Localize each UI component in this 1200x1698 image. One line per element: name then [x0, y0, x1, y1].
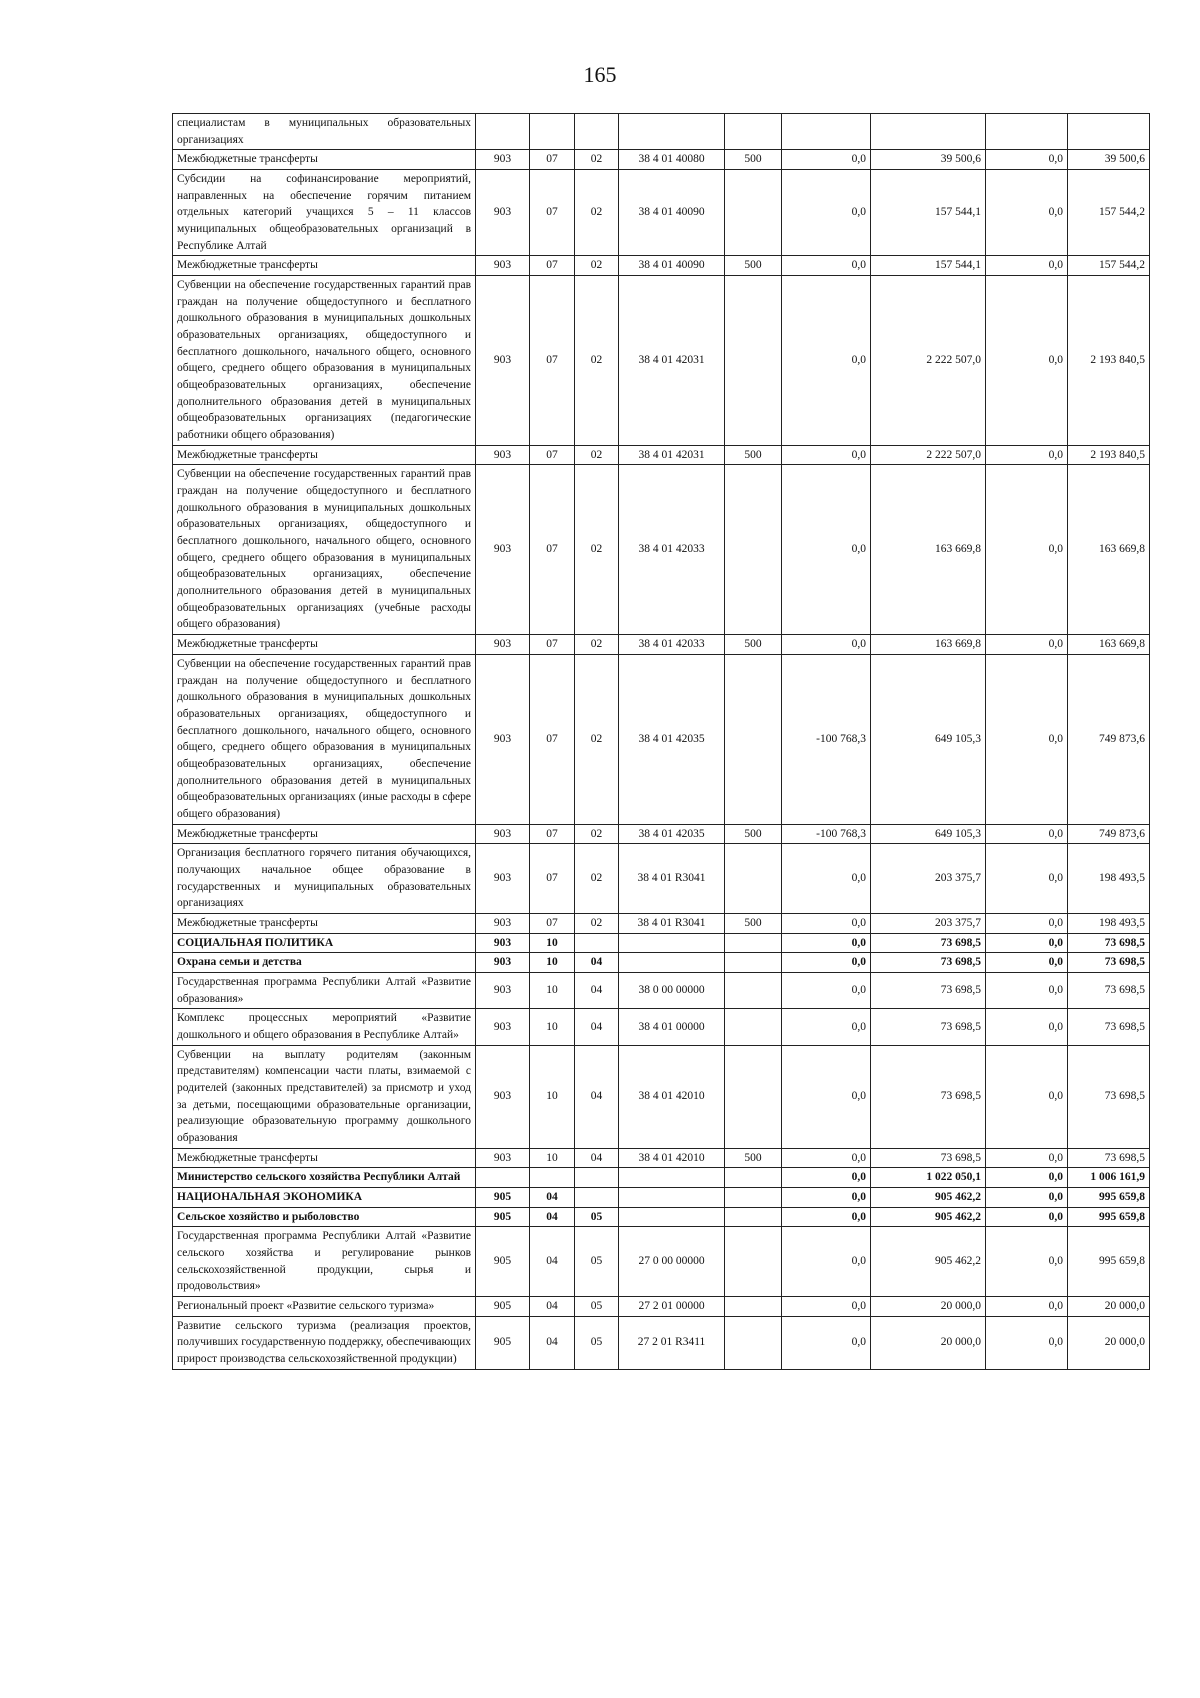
section-code: 04: [530, 1227, 575, 1297]
section-code: 07: [530, 276, 575, 446]
amount-year-1: 649 105,3: [871, 824, 986, 844]
ministry-code: 903: [476, 824, 530, 844]
amount-change-2: 0,0: [986, 445, 1068, 465]
section-code: 04: [530, 1297, 575, 1317]
table-row: [173, 150, 1150, 170]
amount-year-2: 73 698,5: [1068, 1148, 1150, 1168]
target-article-code: 38 4 01 42035: [619, 824, 725, 844]
amount-year-1: 1 022 050,1: [871, 1168, 986, 1188]
target-article-code: 38 4 01 42033: [619, 465, 725, 635]
ministry-code: 903: [476, 1009, 530, 1045]
expense-type-code: [725, 1207, 782, 1227]
amount-year-2: 749 873,6: [1068, 824, 1150, 844]
section-code: 10: [530, 953, 575, 973]
row-name: НАЦИОНАЛЬНАЯ ЭКОНОМИКА: [173, 1187, 476, 1207]
section-code: 04: [530, 1207, 575, 1227]
ministry-code: 903: [476, 913, 530, 933]
table-row: [173, 1297, 1150, 1317]
amount-year-1: 73 698,5: [871, 1009, 986, 1045]
amount-change: -100 768,3: [782, 654, 871, 824]
ministry-code: 903: [476, 635, 530, 655]
amount-year-1: 905 462,2: [871, 1187, 986, 1207]
target-article-code: [619, 953, 725, 973]
amount-year-1: 73 698,5: [871, 1148, 986, 1168]
row-name: Сельское хозяйство и рыболовство: [173, 1207, 476, 1227]
amount-year-2: 163 669,8: [1068, 465, 1150, 635]
amount-change-2: 0,0: [986, 972, 1068, 1008]
ministry-code: 905: [476, 1297, 530, 1317]
table-row: [173, 824, 1150, 844]
amount-year-1: 73 698,5: [871, 933, 986, 953]
amount-change-2: 0,0: [986, 1227, 1068, 1297]
expense-type-code: [725, 1297, 782, 1317]
section-code: 10: [530, 1148, 575, 1168]
subsection-code: 04: [575, 1045, 619, 1148]
amount-year-2: 20 000,0: [1068, 1297, 1150, 1317]
section-code: 07: [530, 844, 575, 914]
amount-year-1: 157 544,1: [871, 170, 986, 256]
section-code: 07: [530, 913, 575, 933]
amount-change: 0,0: [782, 844, 871, 914]
row-name: Государственная программа Республики Алтай «Развитие сельского хозяйства и регулирование рынков сельскохозяйственной продукции, сырья и продовольствия»: [173, 1227, 476, 1297]
table-row: [173, 654, 1150, 824]
row-name: Охрана семьи и детства: [173, 953, 476, 973]
section-code: 04: [530, 1187, 575, 1207]
ministry-code: 903: [476, 170, 530, 256]
amount-change-2: 0,0: [986, 276, 1068, 446]
amount-change-2: [986, 114, 1068, 150]
section-code: 07: [530, 824, 575, 844]
subsection-code: 05: [575, 1227, 619, 1297]
target-article-code: 38 0 00 00000: [619, 972, 725, 1008]
target-article-code: [619, 933, 725, 953]
amount-change-2: 0,0: [986, 1316, 1068, 1369]
row-name: Межбюджетные трансферты: [173, 445, 476, 465]
ministry-code: 903: [476, 1045, 530, 1148]
expense-type-code: [725, 1045, 782, 1148]
amount-change-2: 0,0: [986, 465, 1068, 635]
subsection-code: 02: [575, 256, 619, 276]
expense-type-code: [725, 276, 782, 446]
section-code: 07: [530, 445, 575, 465]
target-article-code: 38 4 01 42031: [619, 276, 725, 446]
amount-change-2: 0,0: [986, 1207, 1068, 1227]
subsection-code: 02: [575, 913, 619, 933]
amount-year-2: 73 698,5: [1068, 972, 1150, 1008]
budget-table: [172, 113, 1150, 1370]
row-name: Комплекс процессных мероприятий «Развитие дошкольного и общего образования в Республике Алтай»: [173, 1009, 476, 1045]
section-code: 07: [530, 170, 575, 256]
section-code: 10: [530, 1009, 575, 1045]
section-code: 10: [530, 972, 575, 1008]
expense-type-code: [725, 1009, 782, 1045]
target-article-code: [619, 1168, 725, 1188]
amount-change: 0,0: [782, 933, 871, 953]
amount-change-2: 0,0: [986, 913, 1068, 933]
table-row: [173, 1009, 1150, 1045]
expense-type-code: [725, 654, 782, 824]
amount-change: 0,0: [782, 1009, 871, 1045]
table-row: [173, 933, 1150, 953]
amount-change: 0,0: [782, 1227, 871, 1297]
expense-type-code: [725, 1316, 782, 1369]
amount-change: 0,0: [782, 1297, 871, 1317]
amount-change-2: 0,0: [986, 1148, 1068, 1168]
amount-change-2: 0,0: [986, 1297, 1068, 1317]
amount-year-2: 995 659,8: [1068, 1207, 1150, 1227]
ministry-code: 903: [476, 256, 530, 276]
target-article-code: 38 4 01 42010: [619, 1148, 725, 1168]
section-code: 07: [530, 256, 575, 276]
amount-change: 0,0: [782, 445, 871, 465]
row-name: Межбюджетные трансферты: [173, 635, 476, 655]
expense-type-code: 500: [725, 635, 782, 655]
row-name: Субвенции на выплату родителям (законным представителям) компенсации части платы, взимаемой с родителей (законных представителей) за присмотр и уход за детьми, посещающими образовательные организации, реализующие образовательную программу дошкольного образования: [173, 1045, 476, 1148]
ministry-code: 903: [476, 465, 530, 635]
table-row: [173, 276, 1150, 446]
amount-year-2: 73 698,5: [1068, 1009, 1150, 1045]
amount-year-2: 1 006 161,9: [1068, 1168, 1150, 1188]
table-row: [173, 635, 1150, 655]
row-name: Государственная программа Республики Алтай «Развитие образования»: [173, 972, 476, 1008]
table-row: [173, 1148, 1150, 1168]
ministry-code: 903: [476, 953, 530, 973]
expense-type-code: 500: [725, 1148, 782, 1168]
table-row: [173, 972, 1150, 1008]
table-row: [173, 1227, 1150, 1297]
subsection-code: [575, 114, 619, 150]
target-article-code: 27 2 01 R3411: [619, 1316, 725, 1369]
amount-year-1: 203 375,7: [871, 844, 986, 914]
target-article-code: 27 2 01 00000: [619, 1297, 725, 1317]
amount-change-2: 0,0: [986, 933, 1068, 953]
ministry-code: 903: [476, 1148, 530, 1168]
expense-type-code: [725, 1227, 782, 1297]
row-name: Субвенции на обеспечение государственных гарантий прав граждан на получение общедоступного и бесплатного дошкольного образования в муниципальных дошкольных образовательных организациях, общедоступного и бесплатного дошкольного, начального общего, основного общего, среднего общего образования в муниципальных общеобразовательных организациях, обеспечение дополнительного образования детей в муниципальных общеобразовательных организациях (иные расходы в сфере общего образования): [173, 654, 476, 824]
target-article-code: 38 4 01 40090: [619, 170, 725, 256]
target-article-code: [619, 114, 725, 150]
amount-change-2: 0,0: [986, 654, 1068, 824]
ministry-code: 903: [476, 654, 530, 824]
amount-change: 0,0: [782, 170, 871, 256]
amount-year-2: 157 544,2: [1068, 170, 1150, 256]
amount-year-1: 905 462,2: [871, 1227, 986, 1297]
section-code: [530, 114, 575, 150]
ministry-code: [476, 1168, 530, 1188]
table-row: [173, 114, 1150, 150]
amount-year-2: 2 193 840,5: [1068, 276, 1150, 446]
expense-type-code: 500: [725, 445, 782, 465]
section-code: 07: [530, 654, 575, 824]
table-row: [173, 170, 1150, 256]
amount-year-1: 20 000,0: [871, 1297, 986, 1317]
row-name: Межбюджетные трансферты: [173, 256, 476, 276]
amount-change: 0,0: [782, 1316, 871, 1369]
amount-year-2: 749 873,6: [1068, 654, 1150, 824]
row-name: Субвенции на обеспечение государственных гарантий прав граждан на получение общедоступного и бесплатного дошкольного образования в муниципальных дошкольных образовательных организациях, общедоступного и бесплатного дошкольного, начального общего, основного общего, среднего общего образования в муниципальных общеобразовательных организациях, обеспечение дополнительного образования детей в муниципальных общеобразовательных организациях (учебные расходы общего образования): [173, 465, 476, 635]
subsection-code: [575, 933, 619, 953]
amount-change: [782, 114, 871, 150]
subsection-code: 02: [575, 844, 619, 914]
subsection-code: 02: [575, 150, 619, 170]
amount-year-1: 73 698,5: [871, 953, 986, 973]
ministry-code: 903: [476, 972, 530, 1008]
target-article-code: [619, 1207, 725, 1227]
amount-change-2: 0,0: [986, 170, 1068, 256]
table-row: [173, 256, 1150, 276]
amount-year-2: 157 544,2: [1068, 256, 1150, 276]
expense-type-code: [725, 953, 782, 973]
amount-change: 0,0: [782, 1148, 871, 1168]
amount-year-1: 73 698,5: [871, 972, 986, 1008]
subsection-code: 02: [575, 276, 619, 446]
target-article-code: [619, 1187, 725, 1207]
amount-year-2: 20 000,0: [1068, 1316, 1150, 1369]
amount-change: 0,0: [782, 1187, 871, 1207]
row-name: Межбюджетные трансферты: [173, 1148, 476, 1168]
subsection-code: 05: [575, 1207, 619, 1227]
amount-year-2: 198 493,5: [1068, 913, 1150, 933]
subsection-code: 02: [575, 465, 619, 635]
amount-change: 0,0: [782, 465, 871, 635]
subsection-code: 05: [575, 1297, 619, 1317]
amount-year-2: 995 659,8: [1068, 1227, 1150, 1297]
amount-year-2: 73 698,5: [1068, 933, 1150, 953]
expense-type-code: 500: [725, 150, 782, 170]
ministry-code: 905: [476, 1316, 530, 1369]
table-row: [173, 1168, 1150, 1188]
amount-year-1: 203 375,7: [871, 913, 986, 933]
amount-change: 0,0: [782, 635, 871, 655]
row-name: специалистам в муниципальных образовательных организациях: [173, 114, 476, 150]
amount-change: -100 768,3: [782, 824, 871, 844]
table-row: [173, 953, 1150, 973]
table-row: [173, 1316, 1150, 1369]
section-code: [530, 1168, 575, 1188]
amount-change: 0,0: [782, 1168, 871, 1188]
amount-change-2: 0,0: [986, 635, 1068, 655]
target-article-code: 38 4 01 42033: [619, 635, 725, 655]
amount-year-1: 2 222 507,0: [871, 276, 986, 446]
row-name: СОЦИАЛЬНАЯ ПОЛИТИКА: [173, 933, 476, 953]
ministry-code: 903: [476, 844, 530, 914]
subsection-code: 02: [575, 654, 619, 824]
amount-year-1: 649 105,3: [871, 654, 986, 824]
target-article-code: 38 4 01 40090: [619, 256, 725, 276]
target-article-code: 38 4 01 40080: [619, 150, 725, 170]
amount-change: 0,0: [782, 972, 871, 1008]
table-row: [173, 1207, 1150, 1227]
amount-change: 0,0: [782, 1207, 871, 1227]
expense-type-code: [725, 465, 782, 635]
row-name: Региональный проект «Развитие сельского туризма»: [173, 1297, 476, 1317]
row-name: Субвенции на обеспечение государственных гарантий прав граждан на получение общедоступного и бесплатного дошкольного образования в муниципальных дошкольных образовательных организациях, общедоступного и бесплатного дошкольного, начального общего, основного общего, среднего общего образования в муниципальных общеобразовательных организациях, обеспечение дополнительного образования детей в муниципальных общеобразовательных организациях (педагогические работники общего образования): [173, 276, 476, 446]
table-row: [173, 913, 1150, 933]
amount-change: 0,0: [782, 1045, 871, 1148]
amount-year-1: 20 000,0: [871, 1316, 986, 1369]
expense-type-code: [725, 933, 782, 953]
target-article-code: 38 4 01 R3041: [619, 844, 725, 914]
target-article-code: 38 4 01 42010: [619, 1045, 725, 1148]
ministry-code: 903: [476, 276, 530, 446]
expense-type-code: 500: [725, 913, 782, 933]
subsection-code: 04: [575, 972, 619, 1008]
ministry-code: [476, 114, 530, 150]
amount-change-2: 0,0: [986, 824, 1068, 844]
row-name: Межбюджетные трансферты: [173, 150, 476, 170]
amount-change-2: 0,0: [986, 1045, 1068, 1148]
table-row: [173, 465, 1150, 635]
expense-type-code: [725, 170, 782, 256]
expense-type-code: 500: [725, 256, 782, 276]
subsection-code: 05: [575, 1316, 619, 1369]
amount-change-2: 0,0: [986, 150, 1068, 170]
ministry-code: 903: [476, 150, 530, 170]
ministry-code: 903: [476, 933, 530, 953]
table-row: [173, 844, 1150, 914]
amount-change-2: 0,0: [986, 844, 1068, 914]
ministry-code: 905: [476, 1207, 530, 1227]
row-name: Министерство сельского хозяйства Республики Алтай: [173, 1168, 476, 1188]
amount-change: 0,0: [782, 913, 871, 933]
subsection-code: 04: [575, 1148, 619, 1168]
subsection-code: 02: [575, 445, 619, 465]
target-article-code: 38 4 01 42031: [619, 445, 725, 465]
section-code: 04: [530, 1316, 575, 1369]
amount-change-2: 0,0: [986, 256, 1068, 276]
subsection-code: 04: [575, 1009, 619, 1045]
row-name: Развитие сельского туризма (реализация проектов, получивших государственную поддержку, обеспечивающих прирост производства сельскохозяйственной продукции): [173, 1316, 476, 1369]
subsection-code: 02: [575, 170, 619, 256]
target-article-code: 38 4 01 42035: [619, 654, 725, 824]
expense-type-code: [725, 1187, 782, 1207]
amount-year-2: 39 500,6: [1068, 150, 1150, 170]
row-name: Организация бесплатного горячего питания обучающихся, получающих начальное общее образование в государственных и муниципальных образовательных организациях: [173, 844, 476, 914]
amount-change-2: 0,0: [986, 953, 1068, 973]
section-code: 07: [530, 635, 575, 655]
amount-year-2: 73 698,5: [1068, 953, 1150, 973]
amount-year-1: 73 698,5: [871, 1045, 986, 1148]
row-name: Субсидии на софинансирование мероприятий, направленных на обеспечение горячим питанием отдельных категорий учащихся 5 – 11 классов муниципальных общеобразовательных организаций в Республике Алтай: [173, 170, 476, 256]
amount-year-2: 995 659,8: [1068, 1187, 1150, 1207]
section-code: 07: [530, 150, 575, 170]
ministry-code: 903: [476, 445, 530, 465]
subsection-code: 02: [575, 824, 619, 844]
table-row: [173, 445, 1150, 465]
amount-year-1: [871, 114, 986, 150]
row-name: Межбюджетные трансферты: [173, 824, 476, 844]
amount-year-2: 163 669,8: [1068, 635, 1150, 655]
ministry-code: 905: [476, 1187, 530, 1207]
amount-year-1: 157 544,1: [871, 256, 986, 276]
subsection-code: [575, 1187, 619, 1207]
amount-change: 0,0: [782, 150, 871, 170]
page-number: 165: [583, 62, 617, 87]
amount-change-2: 0,0: [986, 1009, 1068, 1045]
expense-type-code: [725, 114, 782, 150]
amount-year-1: 39 500,6: [871, 150, 986, 170]
subsection-code: [575, 1168, 619, 1188]
expense-type-code: [725, 972, 782, 1008]
target-article-code: 38 4 01 R3041: [619, 913, 725, 933]
target-article-code: 27 0 00 00000: [619, 1227, 725, 1297]
amount-year-2: 73 698,5: [1068, 1045, 1150, 1148]
target-article-code: 38 4 01 00000: [619, 1009, 725, 1045]
amount-year-2: 198 493,5: [1068, 844, 1150, 914]
amount-change-2: 0,0: [986, 1168, 1068, 1188]
table-row: [173, 1045, 1150, 1148]
section-code: 07: [530, 465, 575, 635]
section-code: 10: [530, 933, 575, 953]
amount-change-2: 0,0: [986, 1187, 1068, 1207]
amount-year-1: 163 669,8: [871, 465, 986, 635]
row-name: Межбюджетные трансферты: [173, 913, 476, 933]
amount-year-1: 163 669,8: [871, 635, 986, 655]
amount-year-2: [1068, 114, 1150, 150]
subsection-code: 04: [575, 953, 619, 973]
expense-type-code: [725, 1168, 782, 1188]
section-code: 10: [530, 1045, 575, 1148]
amount-change: 0,0: [782, 276, 871, 446]
expense-type-code: [725, 844, 782, 914]
ministry-code: 905: [476, 1227, 530, 1297]
subsection-code: 02: [575, 635, 619, 655]
amount-change: 0,0: [782, 953, 871, 973]
amount-year-1: 2 222 507,0: [871, 445, 986, 465]
table-row: [173, 1187, 1150, 1207]
amount-change: 0,0: [782, 256, 871, 276]
amount-year-1: 905 462,2: [871, 1207, 986, 1227]
amount-year-2: 2 193 840,5: [1068, 445, 1150, 465]
expense-type-code: 500: [725, 824, 782, 844]
